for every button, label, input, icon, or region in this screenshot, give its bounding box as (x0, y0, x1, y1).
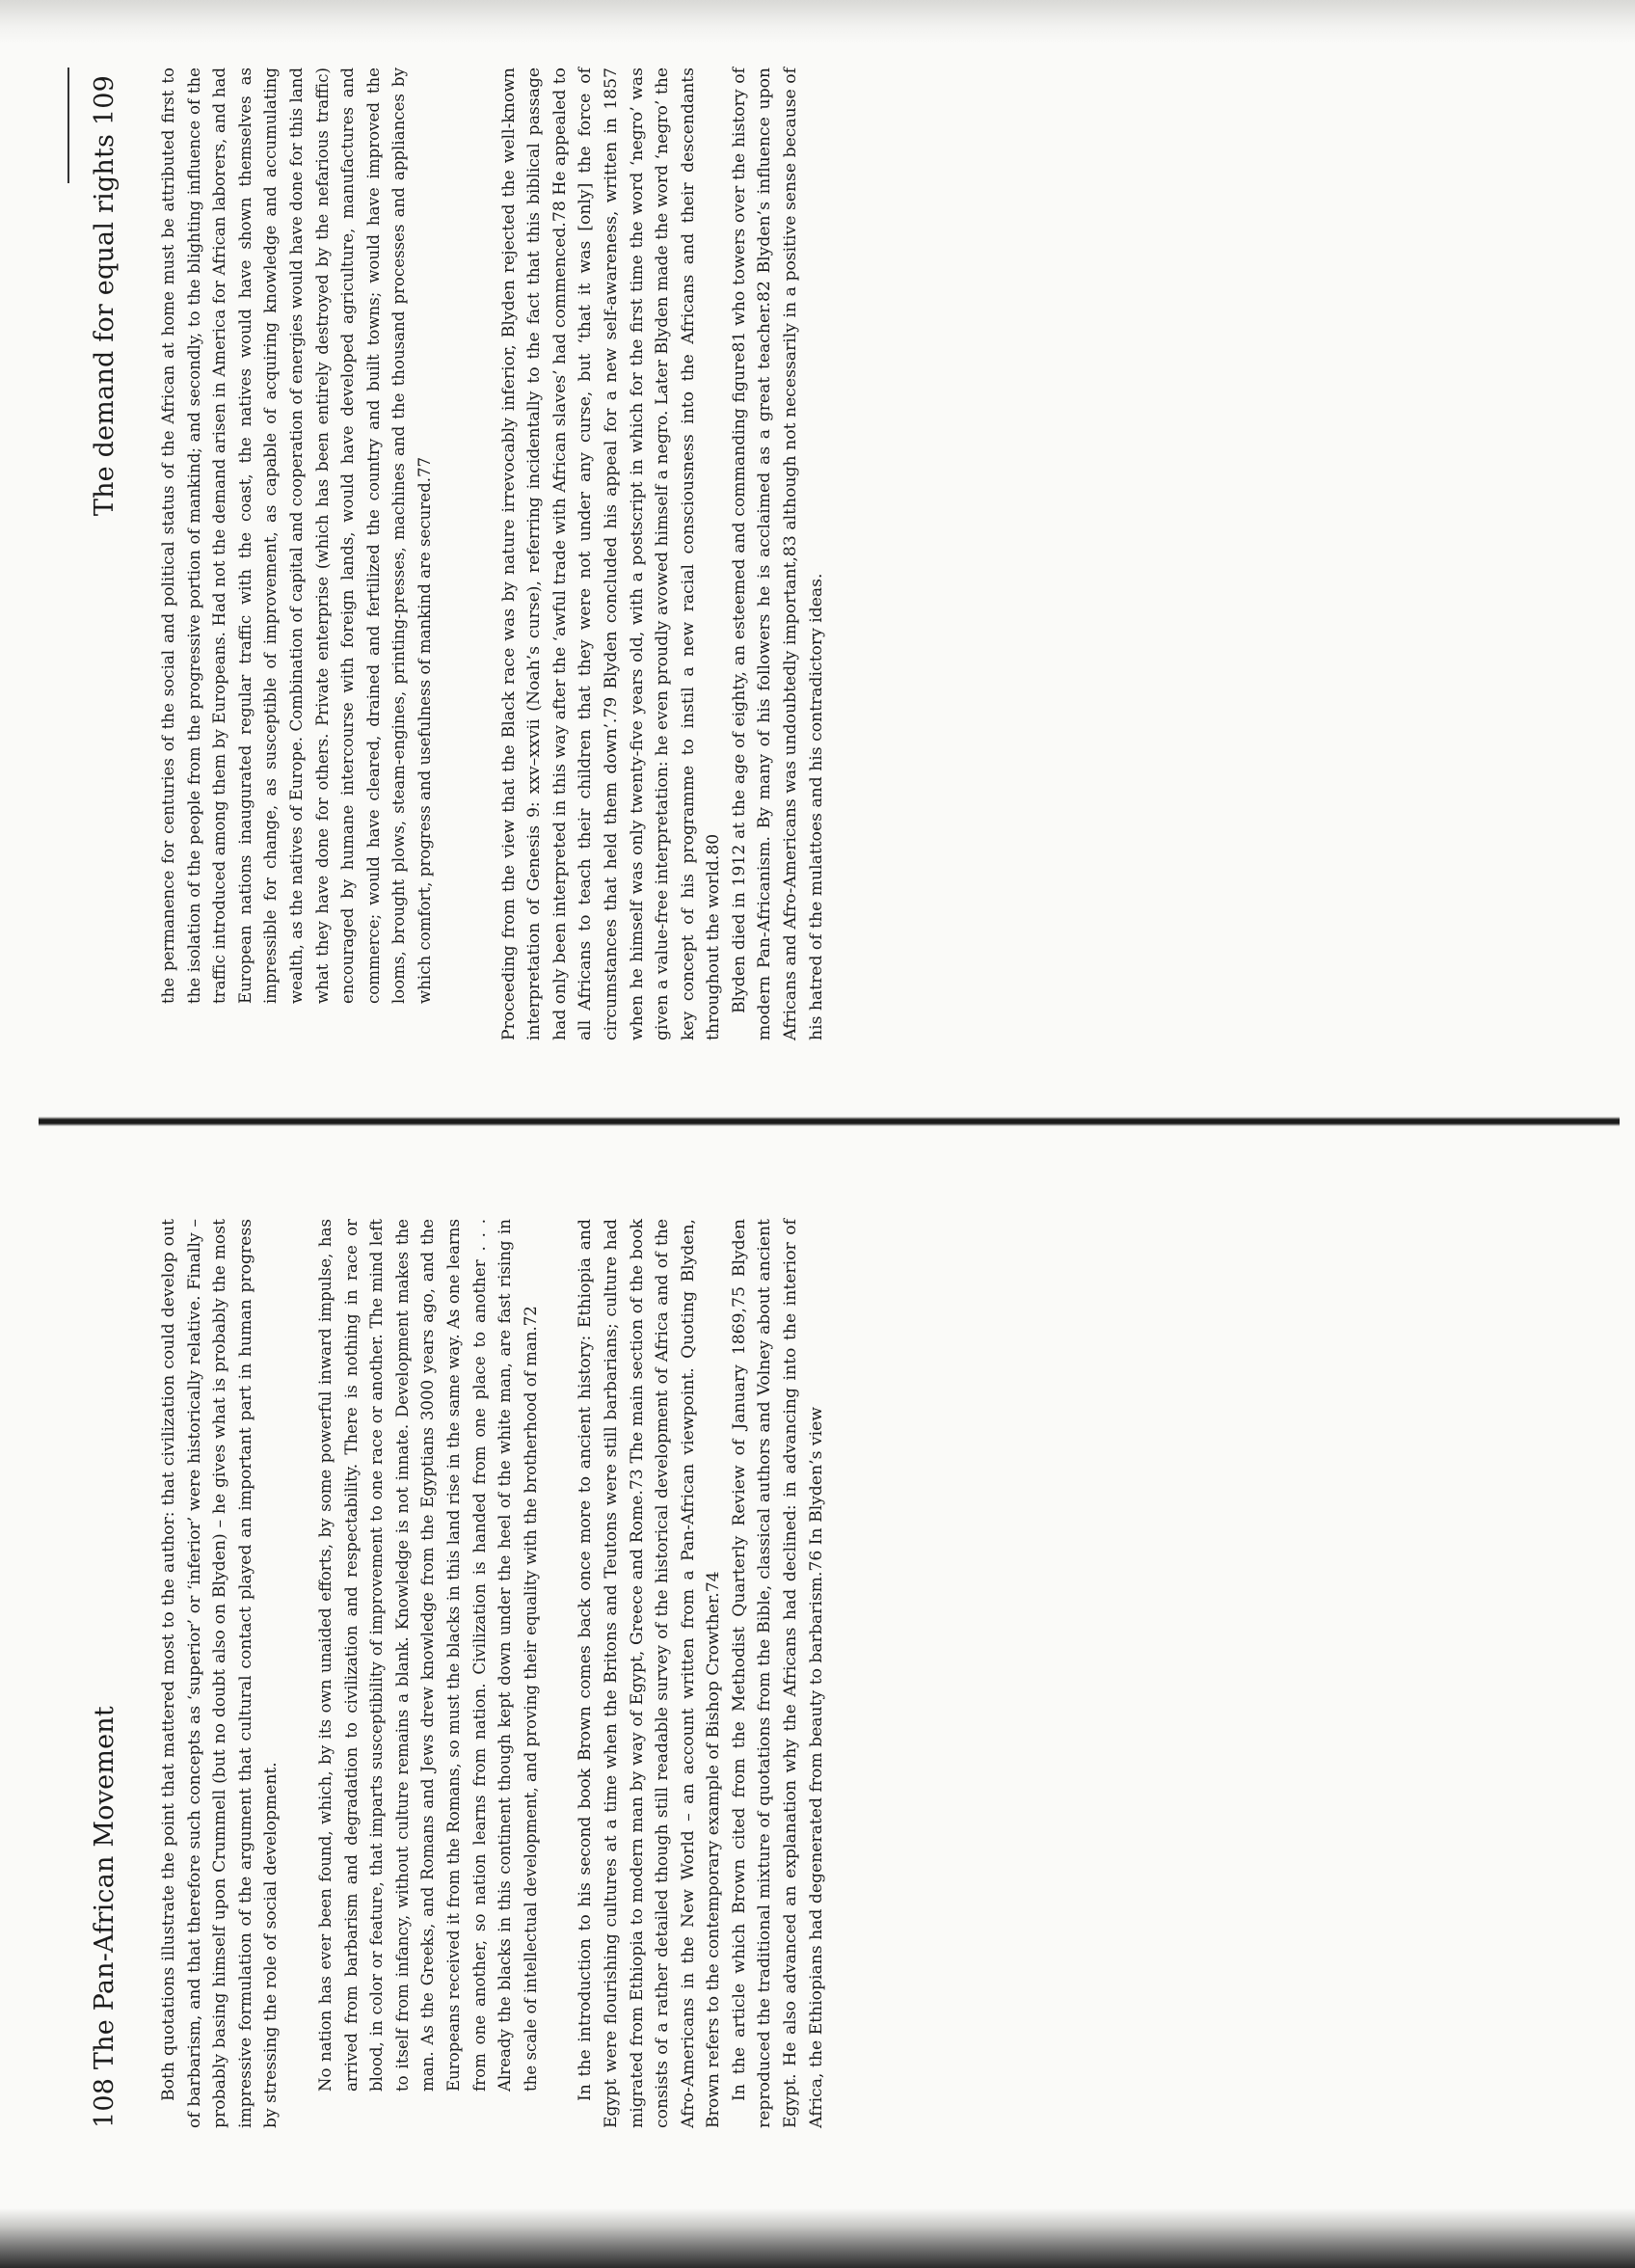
head-rule-divider (67, 68, 69, 183)
paragraph-spacer (468, 68, 496, 1040)
right-paragraph-3: Blyden died in 1912 at the age of eighty, an esteemed and commanding figure81 who towers over the history of modern Pan-Africanism. By many of his followers he is acclaimed as a great teacher.82 Blyden’s influence upon Africans and Afro-Americans was undoubtedly important,83 although not necessarily in a positive sense because of his hatred of the mulattoes and his contradictory ideas. (729, 68, 826, 1040)
left-paragraph-1: Both quotations illustrate the point that mattered most to the author: that civilization could develop out of barbarism, and that therefore such concepts as ‘superior’ or ‘inferior’ were historically relative. Finally – probably basing himself upon Crummell (but no doubt also on Blyden) – he gives what is probably the most impressive formulation of the argument that cultural contact played an important part in human progress by stressing the role of social development. (159, 1219, 281, 2128)
left-page (0, 1151, 1635, 2268)
right-paragraph-2: Proceeding from the view that the Black race was by nature irrevocably inferior, Blyden rejected the well-known interpretation of Genesis 9: xxv–xxvii (Noah’s curse), referring incidentally to the fact that this biblical passage had only been interpreted in this way after the ‘awful trade with African slaves’ had commenced.78 He appealed to all Africans to teach their children that they were not under any curse, but ‘that it was [only] the force of circumstances that held them down’.79 Blyden concluded his appeal for a new self-awareness, written in 1857 when he himself was only twenty-five years old, with a postscript in which for the first time the word ‘negro’ was given a value-free interpretation: he even proudly avowed himself a negro. Later Blyden made the word ‘negro’ the key concept of his programme to instil a new racial consciousness into the Africans and their descendants throughout the world.80 (498, 68, 724, 1040)
right-running-head: The demand for equal rights 109 (90, 75, 120, 517)
right-body (156, 68, 829, 1040)
continued-block-quote: the permanence for centuries of the social and political status of the African at home must be attributed first to the isolation of the people from the progressive portion of mankind; and secondly, to the blighting influence of the traffic introduced among them by Europeans. Had not the demand arisen in America for African laborers, and had European nations inaugurated regular traffic with the coast, the natives would have shown themselves as impressible for change, as susceptible of improvement, as capable of acquiring knowledge and accumulating wealth, as the natives of Europe. Combination of capital and cooperation of energies would have done for this land what they have done for others. Private enterprise (which has been entirely destroyed by the nefarious traffic) encouraged by humane intercourse with foreign lands, would have developed agriculture, manufactures and commerce; would have cleared, drained and fertilized the country and built towns; would have improved the looms, brought plows, steam-engines, printing-presses, machines and the thousand processes and appliances by which comfort, progress and usefulness of mankind are secured.77 (159, 68, 434, 1004)
left-running-head: 108 The Pan-African Movement (90, 1706, 120, 2128)
right-running-head-wrap (89, 68, 121, 1040)
left-body (156, 1219, 829, 2128)
left-paragraph-2: In the introduction to his second book Brown comes back once more to ancient history: Ethiopia and Egypt were flourishing cultures at a time when the Britons and Teutons were still barbarians; culture had migrated from Ethiopia to modern man by way of Egypt, Greece and Rome.73 The main section of the book consists of a rather detailed though still readable survey of the historical development of Africa and of the Afro-Americans in the New World – an account written from a Pan-African viewpoint. Quoting Blyden, Brown refers to the contemporary example of Bishop Crowther.74 (576, 1219, 724, 2128)
left-paragraph-3: In the article which Brown cited from the Methodist Quarterly Review of January 1869,75 Blyden reproduced the traditional mixture of quotations from the Bible, classical authors and Volney about ancient Egypt. He also advanced an explanation why the Africans had declined: in advancing into the interior of Africa, the Ethiopians had degenerated from beauty to barbarism.76 In Blyden’s view (729, 1219, 826, 2128)
block-quote: No nation has ever been found, which, by its own unaided efforts, by some powerful inward impulse, has arrived from barbarism and degradation to civilization and respectability. There is nothing in race or blood, in color or feature, that imparts susceptibility of improvement to one race or another. The mind left to itself from infancy, without culture remains a blank. Knowledge is not innate. Development makes the man. As the Greeks, and Romans and Jews drew knowledge from the Egyptians 3000 years ago, and the Europeans received it from the Romans, so must the blacks in this land rise in the same way. As one learns from one another, so nation learns from nation. Civilization is handed from one place to another . . . Already the blacks in this continent though kept down under the heel of the white man, are fast rising in the scale of intellectual development, and proving their equality with the brotherhood of man.72 (315, 1219, 540, 2092)
